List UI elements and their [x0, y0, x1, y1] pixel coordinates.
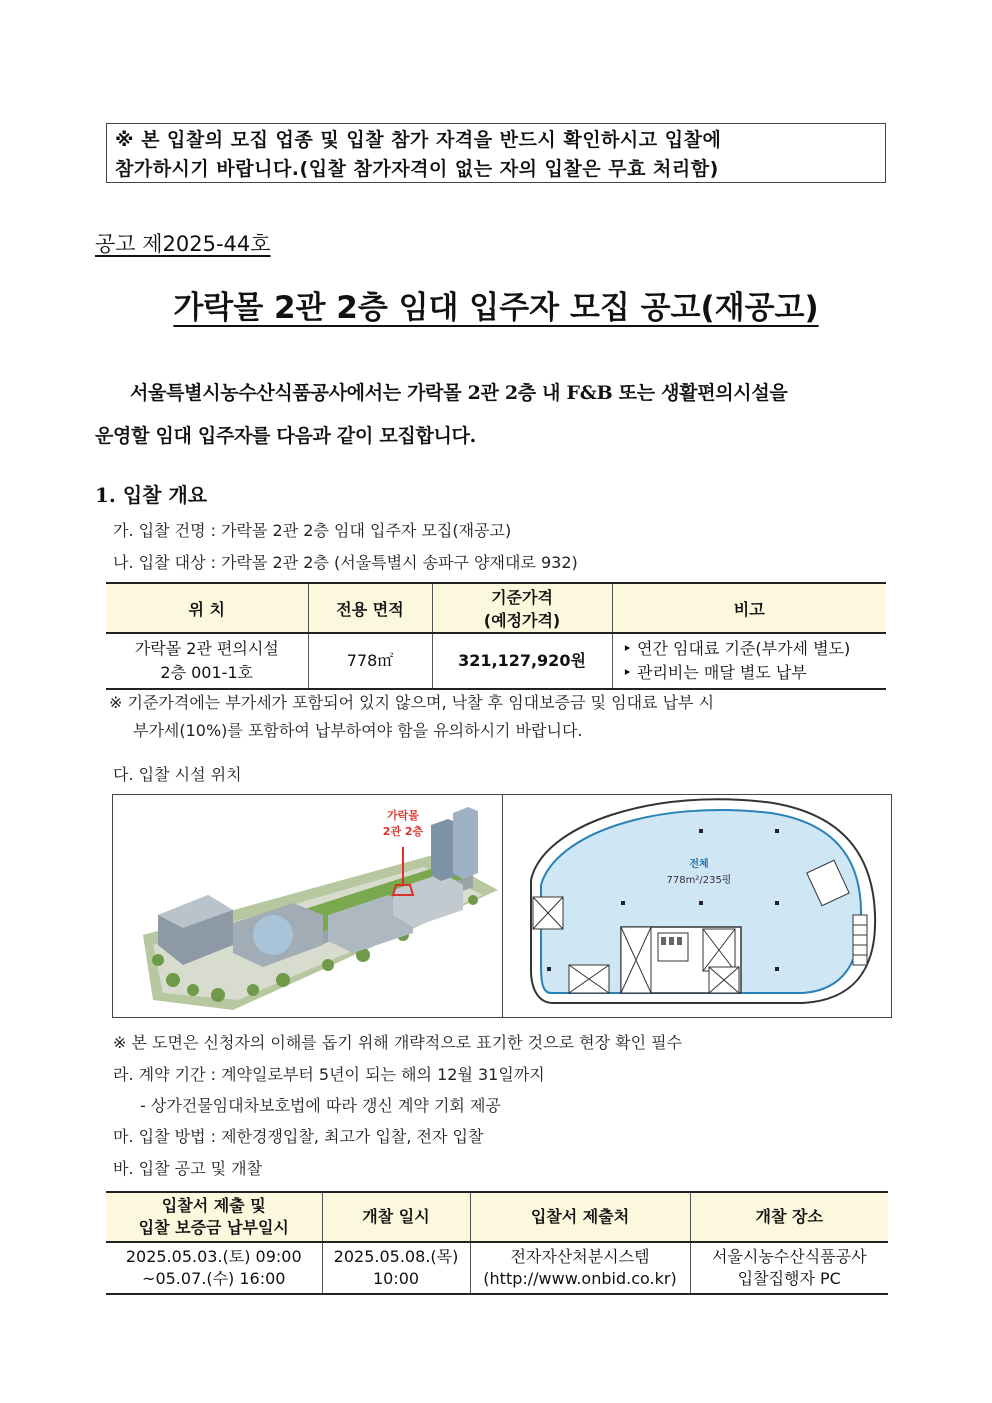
submit-line-2: ~05.07.(수) 16:00 [142, 1269, 286, 1288]
table-row [106, 633, 886, 689]
location-line-2: 2층 001-1호 [160, 663, 254, 682]
open-line-1: 2025.05.08.(목) [333, 1247, 459, 1266]
vat-note-line-1: ※ 기준가격에는 부가세가 포함되어 있지 않으며, 낙찰 후 임대보증금 및 임대료 납부 시 [109, 693, 715, 712]
th-open-date: 개찰 일시 [322, 1192, 470, 1242]
figure-note: ※ 본 도면은 신청자의 이해를 돕기 위해 개략적으로 표기한 것으로 현장 확인 필수 [113, 1033, 683, 1052]
schedule-table-header [106, 1192, 888, 1242]
th-open-place: 개찰 장소 [690, 1192, 888, 1242]
cell-location [106, 633, 308, 689]
notice-line-2: 참가하시기 바랍니다.(입찰 참가자격이 없는 자의 입찰은 무효 처리함) [115, 158, 719, 180]
th-submit-line-1: 입찰서 제출 및 [161, 1196, 266, 1215]
floor-plan-illustration [503, 795, 891, 1017]
item-ra: 라. 계약 기간 : 계약일로부터 5년이 되는 해의 12월 31일까지 [113, 1065, 545, 1084]
th-location: 위 치 [106, 583, 308, 633]
floor-plan-label-line-2: 778m²/235평 [666, 875, 732, 886]
notice-line-1: ※ 본 입찰의 모집 업종 및 입찰 참가 자격을 반드시 확인하시고 입찰에 [115, 129, 722, 151]
th-remark: 비고 [612, 583, 886, 633]
th-price-line-2: (예정가격) [483, 611, 561, 630]
floor-plan-label-line-1: 전체 [689, 859, 709, 870]
announcement-number: 공고 제2025-44호 [95, 232, 271, 256]
item-na: 나. 입찰 대상 : 가락몰 2관 2층 (서울특별시 송파구 양재대로 932) [113, 553, 578, 572]
aerial-label-line-1: 가락몰 [387, 809, 419, 822]
cell-submit-where [470, 1242, 690, 1294]
cell-submit-period [106, 1242, 322, 1294]
target-table-header [106, 583, 886, 633]
item-ba: 바. 입찰 공고 및 개찰 [113, 1159, 263, 1178]
intro-line-2: 운영할 임대 입주자를 다음과 같이 모집합니다. [95, 425, 476, 447]
target-table [106, 582, 886, 690]
submit-line-1: 2025.05.03.(토) 09:00 [125, 1247, 302, 1266]
page-title-text: 가락몰 2관 2층 임대 입주자 모집 공고(재공고) [173, 290, 819, 326]
where-line-1: 전자자산처분시스템 [510, 1247, 650, 1266]
item-ma: 마. 입찰 방법 : 제한경쟁입찰, 최고가 입찰, 전자 입찰 [113, 1127, 484, 1146]
cell-open-date [322, 1242, 470, 1294]
eligibility-notice-box [106, 123, 886, 183]
aerial-view-illustration [113, 795, 502, 1017]
remark-line-2: ‣ 관리비는 매달 별도 납부 [622, 663, 807, 682]
aerial-view-panel [113, 795, 503, 1017]
open-line-2: 10:00 [372, 1269, 420, 1288]
th-submit-line-2: 입찰 보증금 납부일시 [138, 1218, 289, 1237]
item-ra-sub: - 상가건물임대차보호법에 따라 갱신 계약 기회 제공 [140, 1096, 501, 1115]
cell-remark [612, 633, 886, 689]
aerial-label-line-2: 2관 2층 [382, 825, 424, 838]
section-1-heading: 1. 입찰 개요 [95, 483, 208, 507]
table-row [106, 1242, 888, 1294]
th-submit-period [106, 1192, 322, 1242]
item-da: 다. 입찰 시설 위치 [113, 765, 242, 784]
page-title [0, 282, 992, 327]
facility-location-figure [112, 794, 892, 1018]
schedule-table [106, 1191, 888, 1295]
place-line-2: 입찰집행자 PC [737, 1269, 841, 1288]
floor-plan-panel [503, 795, 891, 1017]
th-price-line-1: 기준가격 [491, 588, 553, 607]
th-area: 전용 면적 [308, 583, 432, 633]
vat-note-line-2: 부가세(10%)를 포함하여 납부하여야 함을 유의하시기 바랍니다. [133, 721, 583, 740]
place-line-1: 서울시농수산식품공사 [711, 1247, 867, 1266]
th-submit-where: 입찰서 제출처 [470, 1192, 690, 1242]
remark-line-1: ‣ 연간 임대료 기준(부가세 별도) [622, 639, 851, 658]
cell-price: 321,127,920원 [432, 633, 612, 689]
onbid-link[interactable]: (http://www.onbid.co.kr) [483, 1269, 677, 1288]
location-line-1: 가락몰 2관 편의시설 [134, 639, 279, 658]
item-ga: 가. 입찰 건명 : 가락몰 2관 2층 임대 입주자 모집(재공고) [113, 521, 512, 540]
intro-line-1: 서울특별시농수산식품공사에서는 가락몰 2관 2층 내 F&B 또는 생활편의시설을 [130, 382, 788, 404]
cell-area: 778㎡ [308, 633, 432, 689]
th-price [432, 583, 612, 633]
cell-open-place [690, 1242, 888, 1294]
